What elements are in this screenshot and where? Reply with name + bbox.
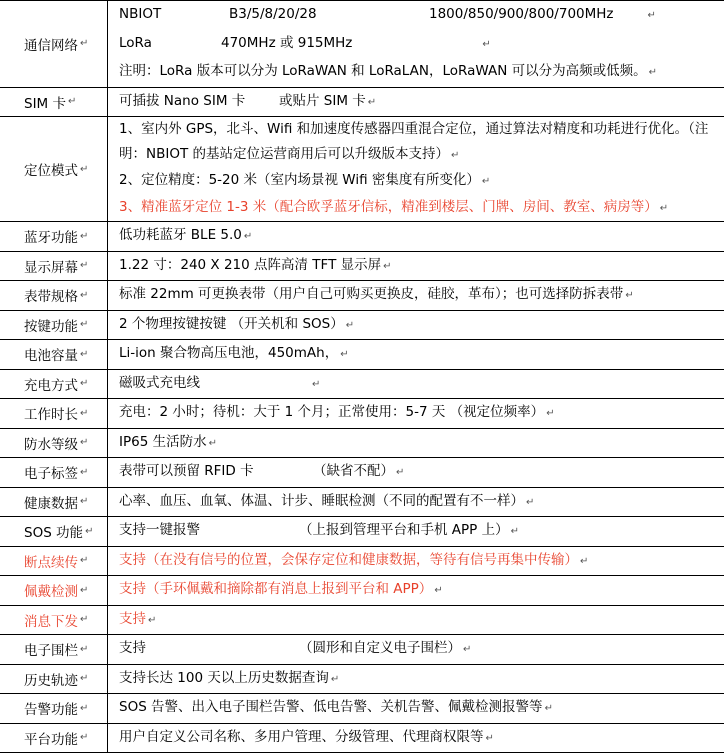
row-value: 充电：2 小时；待机：大于 1 个月；正常使用：5-7 天 （视定位频率） ↵: [109, 399, 724, 428]
row-health: [0, 488, 724, 518]
row-buttons: [0, 311, 724, 341]
row-label: 告警功能 ↵: [0, 694, 108, 723]
row-value: 磁吸式充电线 ↵: [109, 370, 724, 399]
positioning-item-2: 2、定位精度：5-20 米（室内场景视 Wifi 密集度有所变化） ↵: [119, 168, 718, 195]
row-history: [0, 665, 724, 695]
row-bluetooth: [0, 222, 724, 252]
lora-note: 注明：LoRa 版本可以分为 LoRaWAN 和 LoRaLAN，LoRaWAN 可以分为高频或低频。 ↵: [119, 58, 718, 87]
row-label: 断点续传 ↵: [0, 547, 108, 576]
row-label: 电子标签 ↵: [0, 458, 108, 487]
row-value: 支持长达 100 天以上历史数据查询 ↵: [109, 665, 724, 694]
row-positioning: [0, 117, 724, 222]
row-network: [0, 0, 724, 88]
row-value: 低功耗蓝牙 BLE 5.0 ↵: [109, 222, 724, 251]
row-battery: [0, 340, 724, 370]
row-label: 防水等级 ↵: [0, 429, 108, 458]
positioning-item-1: 1、室内外 GPS，北斗、Wifi 和加速度传感器四重混合定位，通过算法对精度和功耗进行优化。（注明：NBIOT 的基站定位运营商用后可以升级版本支持） ↵: [119, 117, 718, 168]
row-charging: [0, 370, 724, 400]
row-value: IP65 生活防水 ↵: [109, 429, 724, 458]
row-value: 标准 22mm 可更换表带（用户自己可购买更换皮，硅胶，革布）；也可选择防拆表带 ↵: [109, 281, 724, 310]
row-label: 健康数据 ↵: [0, 488, 108, 517]
row-label: 佩戴检测 ↵: [0, 576, 108, 605]
row-value: 心率、血压、血氧、体温、计步、睡眠检测（不同的配置有不一样） ↵: [109, 488, 724, 517]
row-value: 用户自定义公司名称、多用户管理、分级管理、代理商权限等 ↵: [109, 724, 724, 753]
row-value: SOS 告警、出入电子围栏告警、低电告警、关机告警、佩戴检测报警等 ↵: [109, 694, 724, 723]
row-label: 显示屏幕 ↵: [0, 252, 108, 281]
row-value: 支持 （圆形和自定义电子围栏） ↵: [109, 635, 724, 664]
nbiot-line: NBIOT B3/5/8/20/28 1800/850/900/800/700MHz ↵: [119, 1, 718, 30]
row-resume: [0, 547, 724, 577]
row-label: 蓝牙功能 ↵: [0, 222, 108, 251]
row-alarms: [0, 694, 724, 724]
row-value: 2 个物理按键按键 （开关机和 SOS） ↵: [109, 311, 724, 340]
row-value: 支持（在没有信号的位置，会保存定位和健康数据，等待有信号再集中传输） ↵: [109, 547, 724, 576]
row-value: 可插拔 Nano SIM 卡 或贴片 SIM 卡 ↵: [109, 88, 724, 117]
positioning-item-3: 3、精准蓝牙定位 1-3 米（配合欧孚蓝牙信标，精准到楼层、门牌、房间、教室、病房等） ↵: [119, 195, 718, 222]
row-messages: [0, 606, 724, 636]
row-rfid: [0, 458, 724, 488]
row-value: 表带可以预留 RFID 卡 （缺省不配） ↵: [109, 458, 724, 487]
row-display: [0, 252, 724, 282]
row-value: Li-ion 聚合物高压电池，450mAh， ↵: [109, 340, 724, 369]
row-value: 支持（手环佩戴和摘除都有消息上报到平台和 APP） ↵: [109, 576, 724, 605]
row-waterproof: [0, 429, 724, 459]
row-platform: [0, 724, 724, 753]
row-label: 充电方式 ↵: [0, 370, 108, 399]
row-label: 电池容量 ↵: [0, 340, 108, 369]
row-value: 支持 ↵: [109, 606, 724, 635]
row-label: 电子围栏 ↵: [0, 635, 108, 664]
row-sos: [0, 517, 724, 547]
row-strap: [0, 281, 724, 311]
row-label: 历史轨迹 ↵: [0, 665, 108, 694]
row-work-time: [0, 399, 724, 429]
row-label: 平台功能 ↵: [0, 724, 108, 753]
row-wear-detect: [0, 576, 724, 606]
lora-line: LoRa 470MHz 或 915MHz ↵: [119, 30, 718, 59]
row-value: [109, 1, 724, 87]
row-value: 1.22 寸：240 X 210 点阵高清 TFT 显示屏 ↵: [109, 252, 724, 281]
row-sim: [0, 88, 724, 118]
row-label: 工作时长 ↵: [0, 399, 108, 428]
row-label: 表带规格 ↵: [0, 281, 108, 310]
row-label: SOS 功能 ↵: [0, 517, 108, 546]
row-label: 通信网络 ↵: [0, 1, 108, 87]
row-label: 定位模式 ↵: [0, 117, 108, 221]
row-geofence: [0, 635, 724, 665]
row-label: 消息下发 ↵: [0, 606, 108, 635]
row-label: SIM 卡 ↵: [0, 88, 108, 117]
row-label: 按键功能 ↵: [0, 311, 108, 340]
row-value: 支持一键报警 （上报到管理平台和手机 APP 上） ↵: [109, 517, 724, 546]
row-value: [109, 117, 724, 221]
